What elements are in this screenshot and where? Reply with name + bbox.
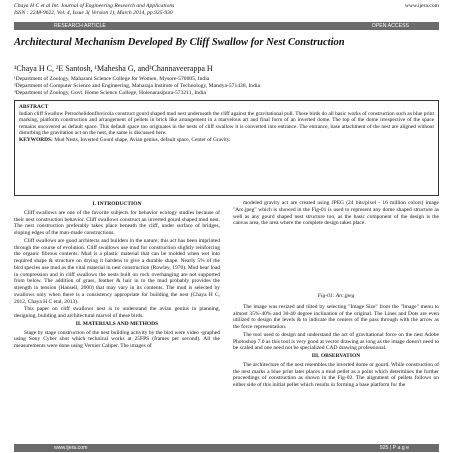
footer-bar (14, 444, 439, 452)
methods-paragraph-2: The image was resized and tilted by selecting "Image Size" from the "Image" menu to almost 35%-40% and 30-40 degree inclination of the original. The Lines and Dots are even utilized to design the levels & to indicate the centers of the pass through with the arrow as the force representation. (233, 303, 439, 330)
section-introduction-heading: I. INTRODUCTION (92, 201, 142, 207)
research-article-label: RESEARCH ARTICLE (54, 23, 106, 29)
section-methods-heading: II. MATERIALS AND METHODS (75, 320, 159, 327)
abstract-box (14, 100, 439, 196)
intro-paragraph-1: Cliff swallows are one of the favorite subjects for behavior ecology studies because of their nest construction behavior. Cliff swallows construct an inverted gourd shaped mud nest. The nest construction preferably takes place beneath the cliff, under surface of bridges, sloping edges of the man-made constructions. (14, 209, 220, 236)
author-list: ¹Chaya H C, ²E Santosh, ¹Mahesha G, and³Channaveerappa H (14, 64, 213, 73)
affiliations (14, 76, 439, 97)
page-number: 925 | P a g e (379, 445, 409, 451)
methods-paragraph-1: Stage by stage construction of the nest building activity by the bird were video -graphed using Sony Cyber shot which technical works at 25FPS (frames per second). All the measurements were done using Vernier Caliper. The images of (14, 329, 220, 349)
journal-header (14, 3, 439, 17)
footer-website-link[interactable]: www.ijera.com (54, 445, 88, 451)
abstract-text: Indian cliff Swallow Petrochelidonfluvicola construct gourd shaped mud nest underneath the cliff against the gravitational pull. These birds do all basic works of construction such as blue print marking, platform construction and arrangement of pellets in brick like arrangement in a marvelous art and final form of an inverted dome. The top of the dome irrespective of the space remains uncovered as default space. This default space too originates in the nests of cliff swallow it is converted into entrance. The entrance, base attachment of the nest are aligned without disturbing the gravitation act on the nest, the same is discussed here. (19, 110, 434, 137)
intro-paragraph-2: Cliff swallows are good architects and builders in the nature; this act has been imprinted through the course of evolution. Cliff swallows use mud for construction slightly reinforcing the organic fibrous contents. Mud is a plastic material that can be molded when wet into required shape & structure on drying it hardens to give a durable shape. Nearly 5% of the bird species use mud as the vital material in nest construction (Rowley, 1970). Mud bear load in compression and in cliff swallows the nests built on rock overhanging are not supported from below. The addition of grass, feather & hair in to the mud probably provides the strength in tension (Hansell, 2000) that may vary in its contents. The mud is selected by swallows only when there is a consistency appropriate for building the nest (Chaya H C, 2012, Chaya H C etal, 2013). (14, 237, 220, 305)
methods-paragraph-3: The tool used to design and understand the act of gravitational force on the nest Adobe Photoshop 7.0 as this tool is very good at vector drawing as long as the image doesn't need to be scaled and one need not be specialized CAD drawing professional. (233, 331, 439, 352)
right-column (233, 200, 439, 440)
figure-arc-image (255, 229, 417, 291)
observation-paragraph-1: The architecture of the nest resembles the inverted dome or gourd. While construction of the nest marks a blue print later places a mud pellet as a point which determines the further proceedings of construction as shown in the Fig-02. The alignment of pellets follows on either side of this initial pellet which results in forming a base platform for the (233, 361, 439, 388)
section-observation-heading: III. OBSERVATION (311, 353, 361, 359)
abstract-label: ABSTRACT (19, 104, 49, 110)
affiliation-2: ²Department of Computer Science and Engineering, Maharaja Institute of Technology, Mandya-571438, India (14, 83, 260, 89)
left-column (14, 200, 220, 440)
journal-line-1: Chaya H C et al Int. Journal of Engineering Research and Applications (14, 3, 175, 9)
article-type-bar (14, 22, 439, 30)
affiliation-1: ¹Department of Zoology, Maharani Science College for Women, Mysore-570005, India (14, 76, 210, 82)
open-access-label: OPEN ACCESS (371, 23, 409, 29)
keywords-label: KEYWORDS: (19, 136, 53, 143)
figure-caption: Fig-01: Arc.jpeg (317, 293, 355, 299)
journal-line-2: ISSN : 2248-9622, Vol. 4, Issue 3( Version 1), March 2014, pp.925-930 (14, 10, 173, 16)
methods-paragraph-continued: modeled gravity act are created using JPEG (24 bits/pixel - 16 million colors) image "Arc.jpeg" which is showed in the Fig-01 is used to represent any dome shaped structure as well as any gourd shaped nest structure too, as the basic component of the design is the canvas area, the area where the complete design takes place. (233, 200, 439, 227)
keywords-text: Mud Nests, Inverted Gourd shape, Avian genius, default space, Center of Gravity. (54, 136, 231, 143)
paper-title: Architectural Mechanism Developed By Cliff Swallow for Nest Construction (14, 37, 345, 48)
affiliation-3: ³Department of Zoology, Govt. Home Science College, Holenarasipura-573211, India (14, 90, 206, 96)
intro-paragraph-3: This paper on cliff swallows nest is to understand the avian genius in planning, designing, building and architectural marvel of these birds. (14, 306, 220, 319)
journal-website-link[interactable]: www.ijera.com (404, 3, 439, 9)
